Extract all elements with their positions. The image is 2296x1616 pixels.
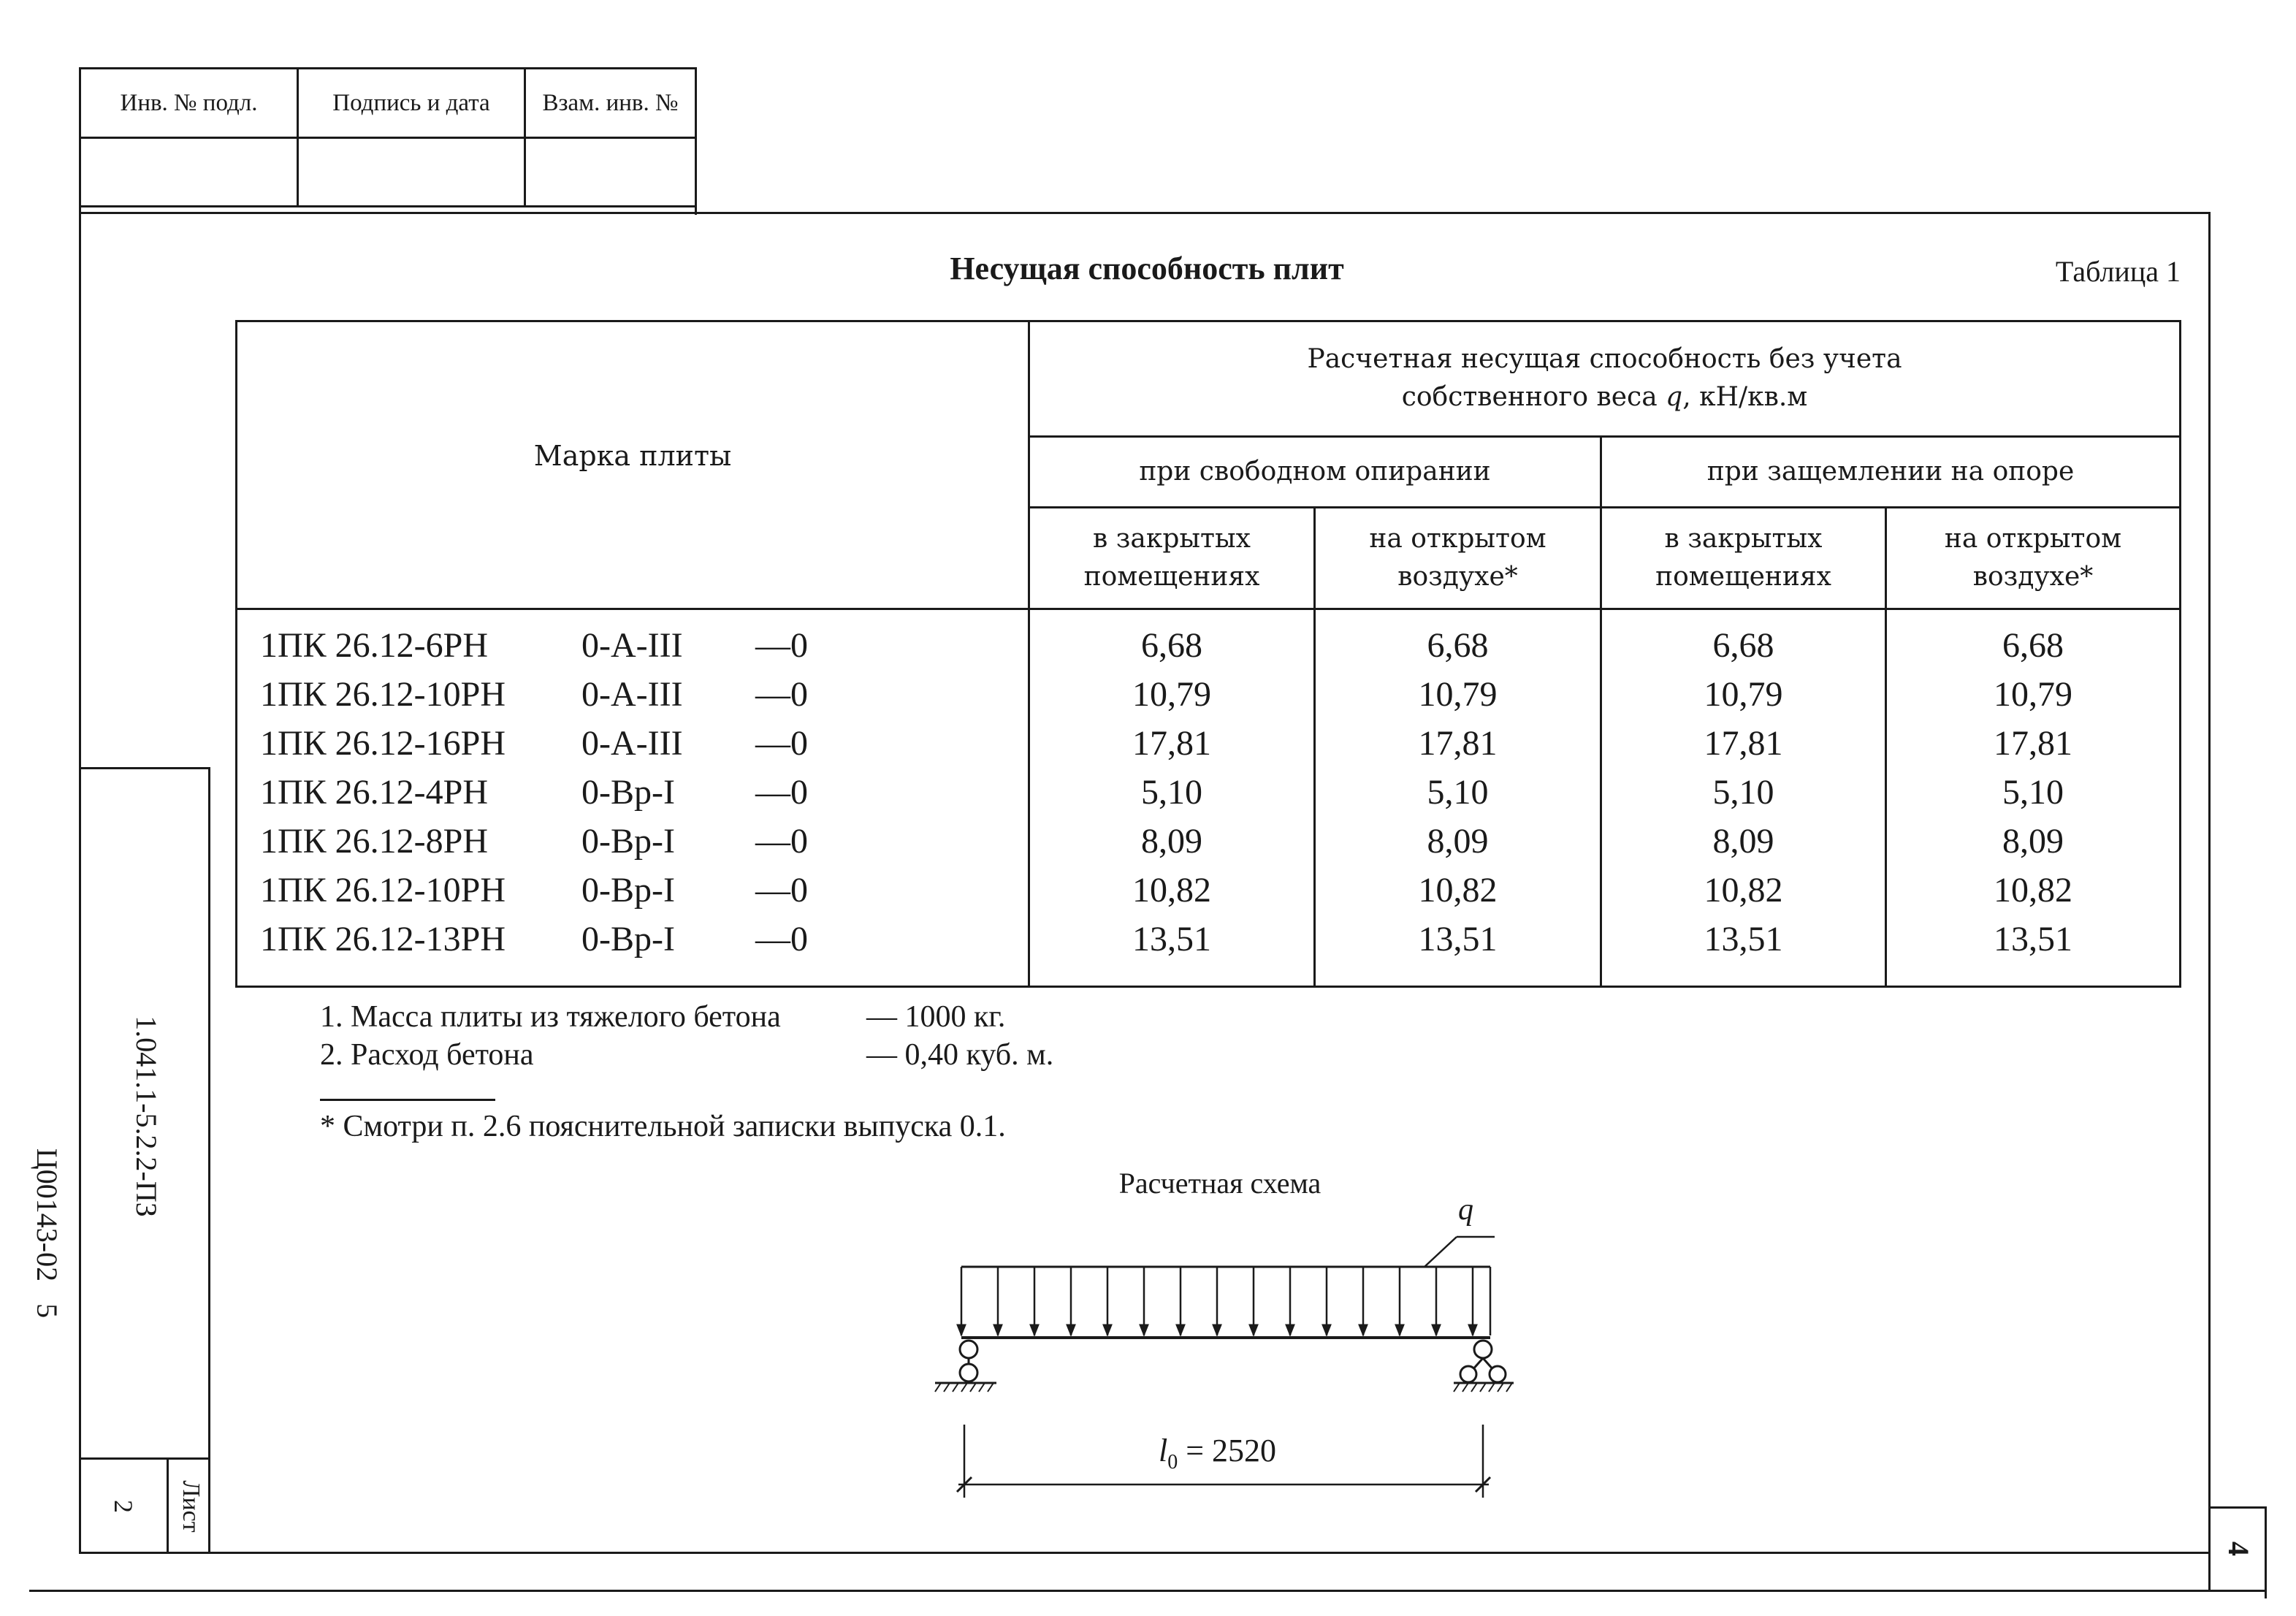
col-header-closed-1-l1: в закрытых [1093,524,1251,554]
row-value-free-closed: 6,68 [1141,626,1202,665]
stamp-inv-label: Инв. № подл. [120,89,258,116]
footnote-separator [320,1099,495,1101]
row-value-fixed-open: 13,51 [1994,920,2072,958]
order-code-text: Ц00143-02 [31,1148,64,1282]
row-value-free-open: 13,51 [1418,920,1498,958]
row-value-free-closed: 13,51 [1132,920,1211,958]
span-value: = 2520 [1178,1433,1277,1468]
table-hline-group [1028,435,2181,438]
group-header-line2-post: , кН/кв.м [1682,382,1808,412]
sheet-label: Лист [178,1480,205,1533]
row-value-fixed-open: 17,81 [1994,724,2072,763]
row-value-fixed-closed: 10,82 [1704,871,1783,910]
row-suffix: —0 [755,626,808,665]
col-header-closed-1 [1030,520,1313,596]
subheader-free-support: при свободном опирании [1139,457,1491,487]
row-mark: 1ПК 26.12-10РН [260,675,506,714]
note-mass-label: 1. Масса плиты из тяжелого бетона [320,1000,781,1034]
group-header [1030,340,2179,416]
outer-border-bottom [29,1590,2267,1592]
doc-code: 1.041.1-5.2.2-ПЗ [130,1015,163,1217]
corner-page-number: 4 [2222,1541,2255,1556]
row-reinforcement: 0-А-III [581,626,683,665]
row-value-free-closed: 10,79 [1132,675,1211,714]
row-value-fixed-closed: 5,10 [1712,773,1774,812]
row-mark: 1ПК 26.12-10РН [260,871,506,910]
subheader-fixed-support: при защемлении на опоре [1706,457,2075,487]
row-value-free-closed: 5,10 [1141,773,1202,812]
table-hline-header [235,608,2181,610]
col-header-closed-1-l2: помещениях [1083,562,1260,592]
row-value-fixed-closed: 17,81 [1704,724,1783,763]
column-header-mark: Марка плиты [533,440,732,472]
row-mark: 1ПК 26.12-4РН [260,773,489,812]
stamp-connector-right [695,207,697,215]
group-header-line1: Расчетная несущая способность без учета [1307,344,1902,374]
stamp-replaced-label: Взам. инв. № [542,89,679,116]
row-value-fixed-closed: 6,68 [1712,626,1774,665]
col-header-open-1 [1316,520,1600,596]
note-concrete-label: 2. Расход бетона [320,1038,534,1072]
col-header-closed-2 [1602,520,1885,596]
footnote: * Смотри п. 2.6 пояснительной записки выпуска 0.1. [320,1110,1006,1143]
note-mass-value: — 1000 кг. [866,1000,1006,1034]
col-header-open-2 [1887,520,2179,596]
row-value-fixed-closed: 13,51 [1704,920,1783,958]
row-value-fixed-closed: 8,09 [1712,822,1774,861]
table-number: Таблица 1 [2055,255,2181,288]
row-suffix: —0 [755,773,808,812]
table-hline-sub [1028,506,2181,508]
row-reinforcement: 0-Вр-I [581,871,675,910]
row-mark: 1ПК 26.12-8РН [260,822,489,861]
page-title: Несущая способность плит [950,251,1344,286]
row-value-fixed-open: 8,09 [2002,822,2064,861]
stamp-signature-label: Подпись и дата [332,89,490,116]
row-suffix: —0 [755,675,808,714]
row-value-free-closed: 10,82 [1132,871,1211,910]
row-value-free-open: 6,68 [1427,626,1489,665]
side-stamp-divider-h [79,1457,210,1460]
col-header-closed-2-l2: помещениях [1655,562,1831,592]
row-reinforcement: 0-А-III [581,675,683,714]
row-suffix: —0 [755,920,808,958]
row-reinforcement: 0-Вр-I [581,773,675,812]
span-symbol: l [1159,1433,1168,1468]
row-value-free-open: 10,82 [1418,871,1498,910]
row-suffix: —0 [755,724,808,763]
row-value-fixed-open: 6,68 [2002,626,2064,665]
row-reinforcement: 0-Вр-I [581,822,675,861]
col-header-open-2-l1: на открытом [1944,524,2122,554]
row-suffix: —0 [755,871,808,910]
row-value-fixed-open: 5,10 [2002,773,2064,812]
col-header-closed-2-l1: в закрытых [1664,524,1823,554]
span-dimension [1159,1432,1276,1474]
row-mark: 1ПК 26.12-13РН [260,920,506,958]
group-header-line2-pre: собственного веса [1401,382,1658,412]
row-suffix: —0 [755,822,808,861]
row-value-free-open: 8,09 [1427,822,1489,861]
load-label: q [1458,1193,1473,1227]
row-value-free-open: 10,79 [1418,675,1498,714]
group-header-line2 [1030,378,2179,416]
side-stamp-divider-v [167,1457,169,1554]
span-subscript: 0 [1167,1450,1178,1474]
row-value-fixed-open: 10,79 [1994,675,2072,714]
stamp-divider-h [79,137,697,139]
row-value-free-open: 17,81 [1418,724,1498,763]
stamp-connector-left [79,207,81,215]
row-mark: 1ПК 26.12-6РН [260,626,489,665]
row-value-free-closed: 8,09 [1141,822,1202,861]
sheet-number: 2 [109,1500,138,1513]
col-header-open-1-l2: воздухе* [1397,562,1518,592]
scheme-title: Расчетная схема [1118,1167,1321,1200]
col-header-open-1-l1: на открытом [1369,524,1546,554]
order-number: 5 [31,1303,64,1319]
group-header-q-symbol: q [1666,382,1683,412]
row-reinforcement: 0-Вр-I [581,920,675,958]
row-value-free-open: 5,10 [1427,773,1489,812]
row-value-free-closed: 17,81 [1132,724,1211,763]
col-header-open-2-l2: воздухе* [1972,562,2094,592]
row-value-fixed-open: 10,82 [1994,871,2072,910]
note-concrete-value: — 0,40 куб. м. [866,1038,1054,1072]
row-mark: 1ПК 26.12-16РН [260,724,506,763]
row-reinforcement: 0-А-III [581,724,683,763]
order-code [23,1087,64,1379]
row-value-fixed-closed: 10,79 [1704,675,1783,714]
